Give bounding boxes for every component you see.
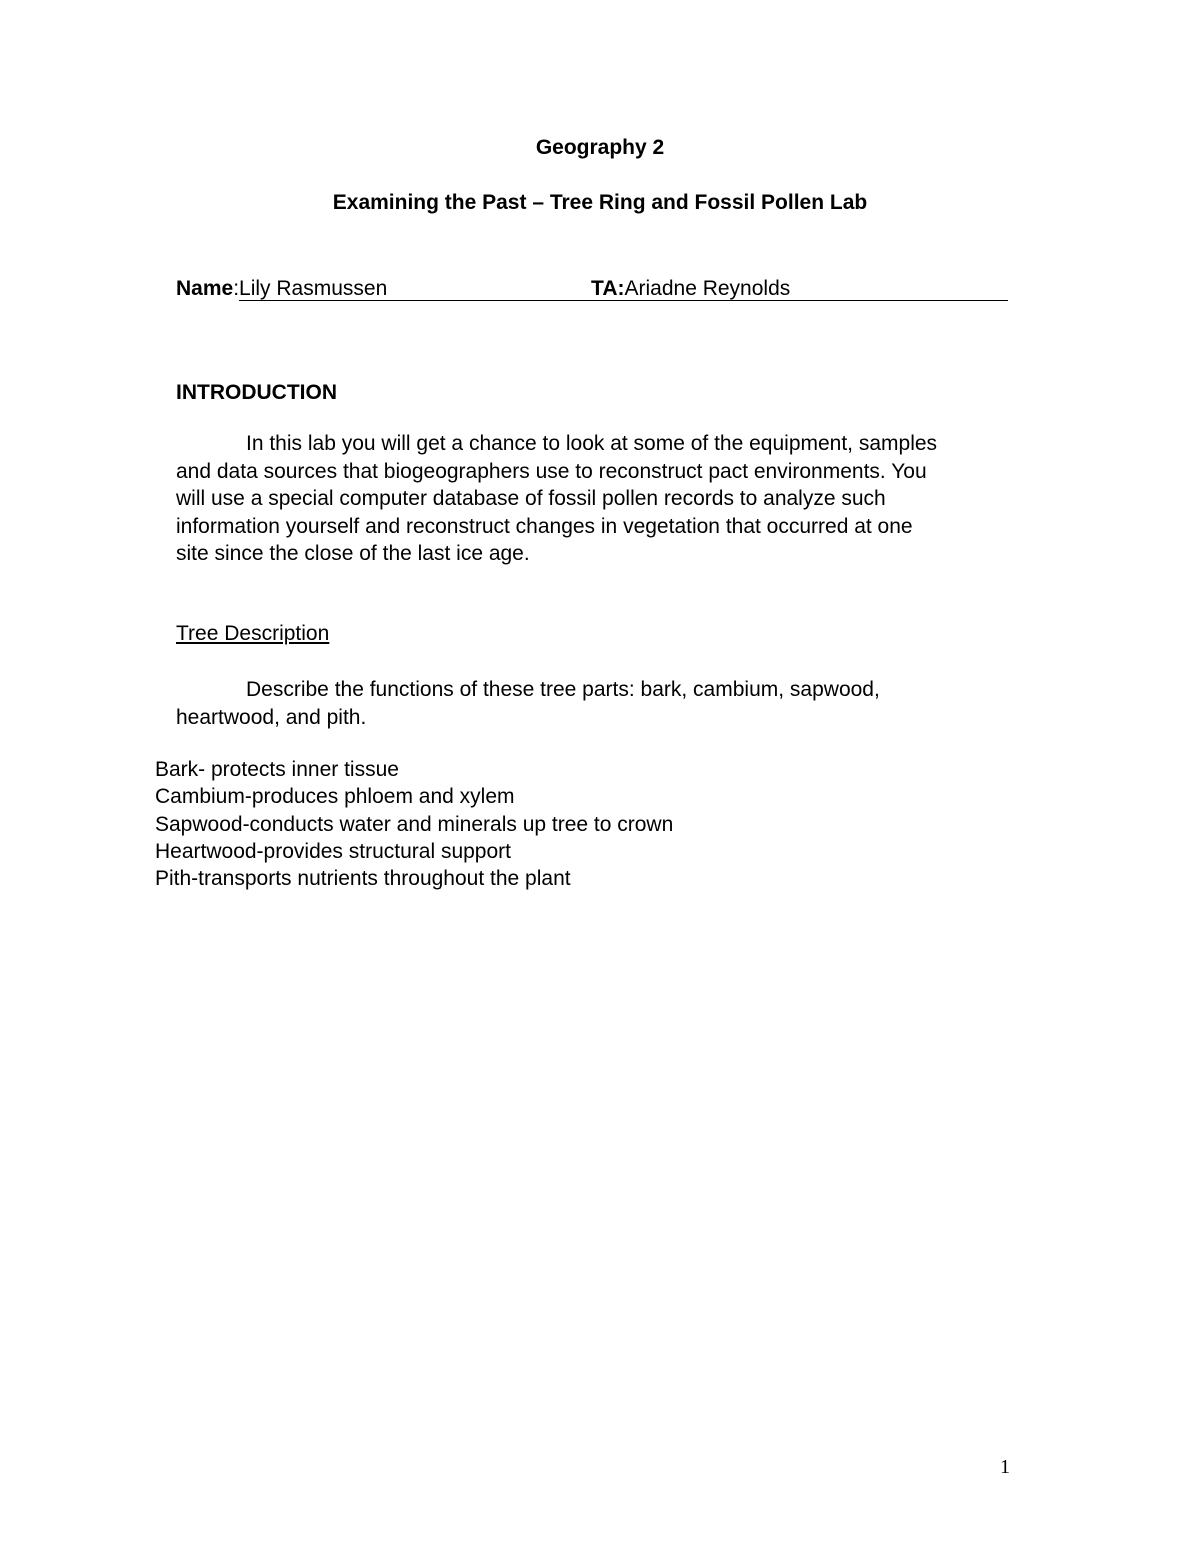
lab-title: Examining the Past – Tree Ring and Fossil Pollen Lab [332,191,868,214]
answer-list [155,756,673,892]
name-value: Lily Rasmussen [239,277,388,300]
tree-description-heading: Tree Description [176,622,330,645]
ta-field [624,278,1008,301]
intro-line: and data sources that biogeographers use to reconstruct pact environments. You [176,459,927,483]
name-separator: : [233,277,240,300]
intro-line: In this lab you will get a chance to look at some of the equipment, samples [246,432,938,455]
intro-line: will use a special computer database of fossil pollen records to analyze such [176,487,886,510]
name-ta-line [176,276,1008,302]
introduction-paragraph [176,430,1036,568]
tree-description-prompt [176,676,1036,731]
answer-pith: Pith-transports nutrients throughout the plant [155,867,571,891]
intro-line: information yourself and reconstruct changes in vegetation that occurred at one [176,514,913,538]
name-label: Name [176,277,234,300]
answer-bark: Bark- protects inner tissue [155,758,399,781]
intro-line: site since the close of the last ice age. [176,542,530,565]
answer-sapwood: Sapwood-conducts water and minerals up tree to crown [155,812,674,836]
introduction-heading: INTRODUCTION [176,381,337,404]
prompt-line: heartwood, and pith. [176,705,367,729]
page-number: 1 [1000,1456,1010,1478]
prompt-line: Describe the functions of these tree parts: bark, cambium, sapwood, [246,678,880,701]
answer-cambium: Cambium-produces phloem and xylem [155,785,515,809]
answer-heartwood: Heartwood-provides structural support [155,839,511,863]
ta-value: Ariadne Reynolds [624,277,791,300]
ta-label: TA: [591,277,625,300]
name-field [239,278,591,301]
course-title: Geography 2 [535,136,665,159]
